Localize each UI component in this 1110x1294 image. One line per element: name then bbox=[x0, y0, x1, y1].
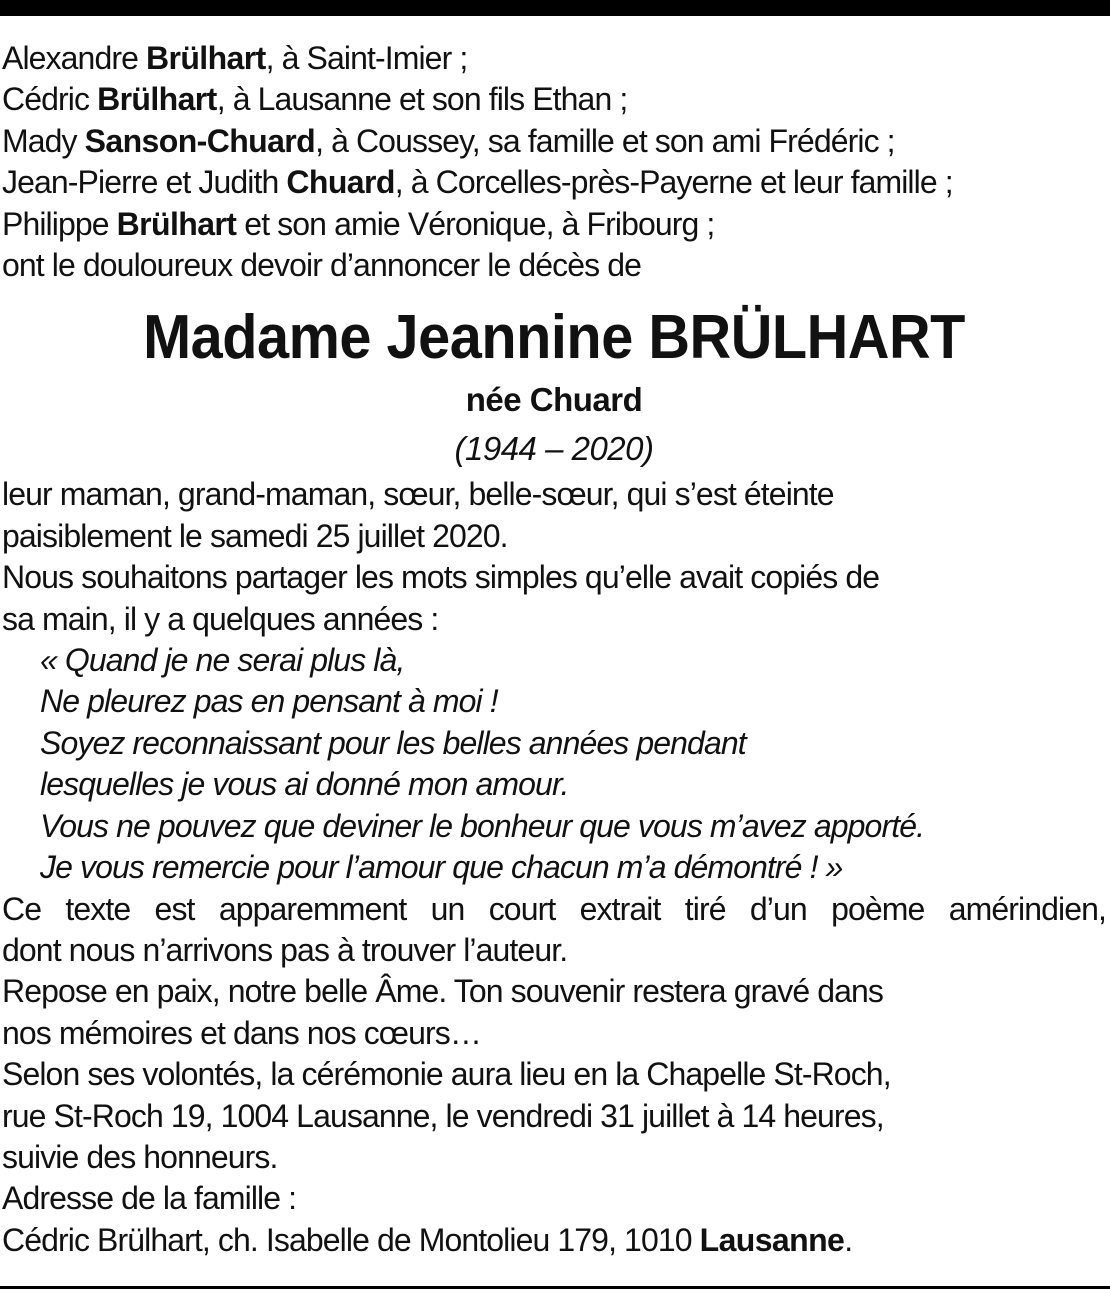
text-line: dont nous n’arrivons pas à trouver l’auteur. bbox=[2, 931, 568, 968]
poem-line: lesquelles je vous ai donné mon amour. bbox=[40, 766, 569, 803]
text-line: suivie des honneurs. bbox=[2, 1138, 278, 1175]
announcer-location: , à Saint-Imier ; bbox=[265, 40, 468, 76]
announcer-line bbox=[2, 204, 1106, 245]
poem-line: Soyez reconnaissant pour les belles années pendant bbox=[40, 724, 746, 761]
poem-quote bbox=[2, 640, 1106, 888]
text-line: Selon ses volontés, la cérémonie aura lieu en la Chapelle St-Roch, bbox=[2, 1056, 891, 1093]
message-paragraph bbox=[2, 474, 1106, 640]
life-dates: (1944 – 2020) bbox=[454, 430, 654, 468]
announcer-line bbox=[2, 79, 1106, 120]
announcement-intro: ont le douloureux devoir d’annoncer le décès de bbox=[2, 247, 642, 284]
poem-line: « Quand je ne serai plus là, bbox=[40, 642, 405, 679]
announcer-location: , à Lausanne et son fils Ethan ; bbox=[216, 81, 628, 118]
announcer-surname: Sanson-Chuard bbox=[84, 122, 316, 159]
text-line: paisiblement le samedi 25 juillet 2020. bbox=[2, 517, 508, 554]
announcer-first-names: Alexandre bbox=[2, 40, 146, 76]
announcer-location: , à Coussey, sa famille et son ami Frédéric ; bbox=[315, 122, 895, 159]
announcer-first-names: Mady bbox=[2, 122, 85, 159]
text-line: rue St-Roch 19, 1004 Lausanne, le vendredi 31 juillet à 14 heures, bbox=[2, 1097, 884, 1134]
announcer-surname: Brülhart bbox=[146, 40, 266, 76]
address-end: . bbox=[844, 1221, 853, 1258]
address-city: Lausanne bbox=[699, 1221, 845, 1258]
text-line: Ce texte est apparemment un court extrait tiré d’un poème amérindien, bbox=[2, 890, 1106, 927]
text-line: leur maman, grand-maman, sœur, belle-sœur, qui s’est éteinte bbox=[2, 476, 834, 513]
family-address bbox=[2, 1220, 1106, 1261]
notice-content bbox=[2, 38, 1106, 1261]
text-line: sa main, il y a quelques années : bbox=[2, 600, 439, 637]
poem-line: Vous ne pouvez que deviner le bonheur que vous m’avez apporté. bbox=[40, 807, 925, 844]
announcer-first-names: Jean-Pierre et Judith bbox=[2, 164, 287, 201]
closing-paragraph bbox=[2, 889, 1106, 1262]
announcer-location: , à Corcelles-près-Payerne et leur famille ; bbox=[394, 164, 953, 201]
announcer-surname: Chuard bbox=[286, 164, 395, 201]
bottom-rule bbox=[0, 1286, 1110, 1289]
top-rule bbox=[0, 0, 1110, 16]
announcer-line bbox=[2, 38, 1106, 79]
announcer-line bbox=[2, 162, 1106, 203]
announcer-surname: Brülhart bbox=[97, 81, 217, 118]
address-street: Cédric Brülhart, ch. Isabelle de Montolieu 179, 1010 bbox=[2, 1221, 700, 1258]
deceased-name: Madame Jeannine BRÜLHART bbox=[143, 303, 965, 373]
family-address-label: Adresse de la famille : bbox=[2, 1180, 297, 1217]
text-line: nos mémoires et dans nos cœurs… bbox=[2, 1014, 481, 1051]
text-line: Repose en paix, notre belle Âme. Ton souvenir restera gravé dans bbox=[2, 973, 884, 1010]
poem-line: Ne pleurez pas en pensant à moi ! bbox=[40, 683, 498, 720]
announcer-list bbox=[2, 38, 1106, 286]
deceased-heading bbox=[2, 300, 1106, 474]
announcer-surname: Brülhart bbox=[116, 205, 237, 242]
announcer-line bbox=[2, 121, 1106, 162]
announcer-first-names: Cédric bbox=[2, 81, 98, 118]
poem-line: Je vous remercie pour l’amour que chacun m’a démontré ! » bbox=[40, 849, 843, 886]
announcer-location: et son amie Véronique, à Fribourg ; bbox=[236, 205, 715, 242]
text-line: Nous souhaitons partager les mots simples qu’elle avait copiés de bbox=[2, 559, 880, 596]
maiden-name: née Chuard bbox=[465, 381, 643, 419]
announcer-first-names: Philippe bbox=[2, 205, 117, 242]
